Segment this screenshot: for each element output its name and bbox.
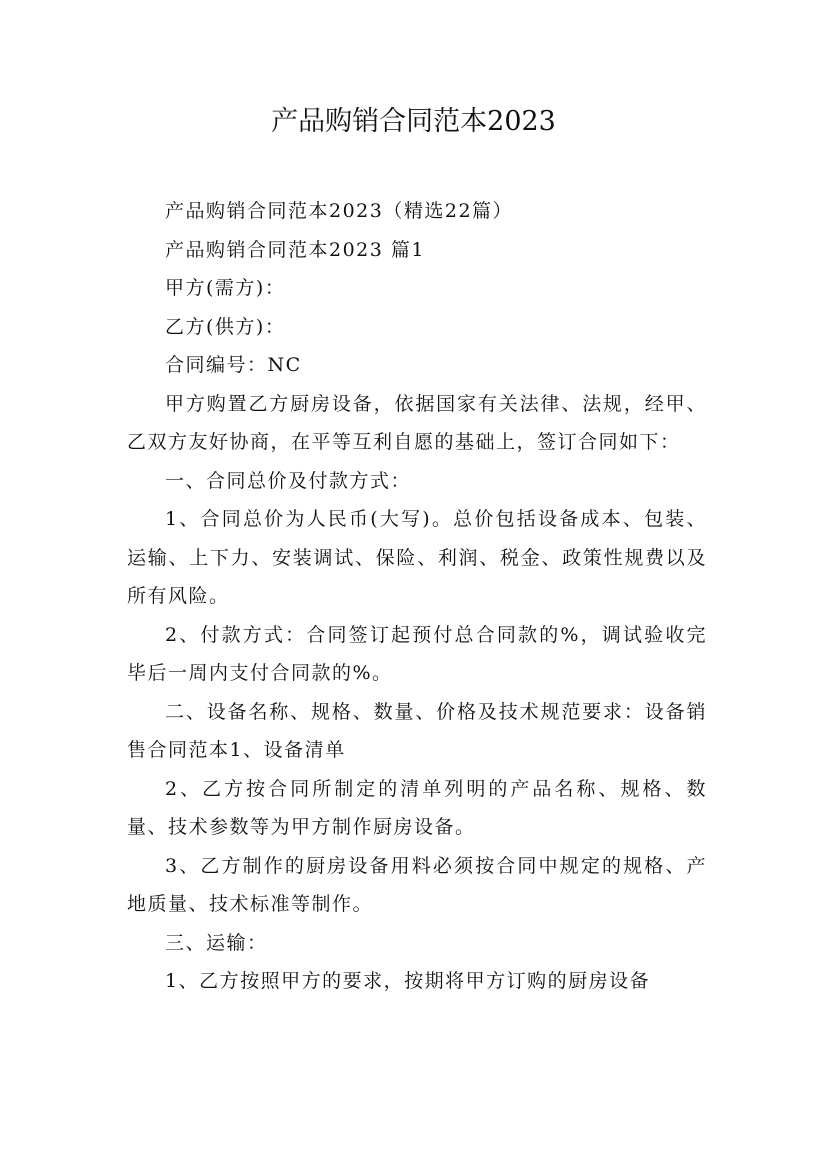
document-body [127,192,707,1001]
paragraph-section-heading: 产品购销合同范本2023 篇1 [165,238,425,261]
paragraph-clause-2-3: 3、乙方制作的厨房设备用料必须按合同中规定的规格、产地质量、技术标准等制作。 [127,854,707,915]
paragraph-party-b: 乙方(供方)： [165,315,286,338]
paragraph-clause-3-1: 1、乙方按照甲方的要求，按期将甲方订购的厨房设备 [165,970,651,992]
paragraph-clause-1-1: 1、合同总价为人民币(大写)。总价包括设备成本、包装、运输、上下力、安装调试、保险、利润、税金、政策性规费以及所有风险。 [127,508,707,607]
document-title: 产品购销合同范本2023 [271,106,556,137]
paragraph-clause-1-2: 2、付款方式：合同签订起预付总合同款的%，调试验收完毕后一周内支付合同款的%。 [127,623,707,684]
paragraph-clause-3-heading: 三、运输： [165,931,268,954]
paragraph-preamble: 甲方购置乙方厨房设备，依据国家有关法律、法规，经甲、乙双方友好协商，在平等互利自愿的基础上，签订合同如下： [127,392,707,453]
paragraph-contract-number: 合同编号：NC [165,354,302,376]
paragraph-clause-1-heading: 一、合同总价及付款方式： [165,469,412,492]
paragraph-clause-2-heading: 二、设备名称、规格、数量、价格及技术规范要求：设备销售合同范本1、设备清单 [127,700,707,761]
paragraph-party-a: 甲方(需方)： [165,277,286,299]
paragraph-clause-2-2: 2、乙方按合同所制定的清单列明的产品名称、规格、数量、技术参数等为甲方制作厨房设备。 [127,777,707,838]
paragraph-subtitle: 产品购销合同范本2023（精选22篇） [165,200,514,222]
